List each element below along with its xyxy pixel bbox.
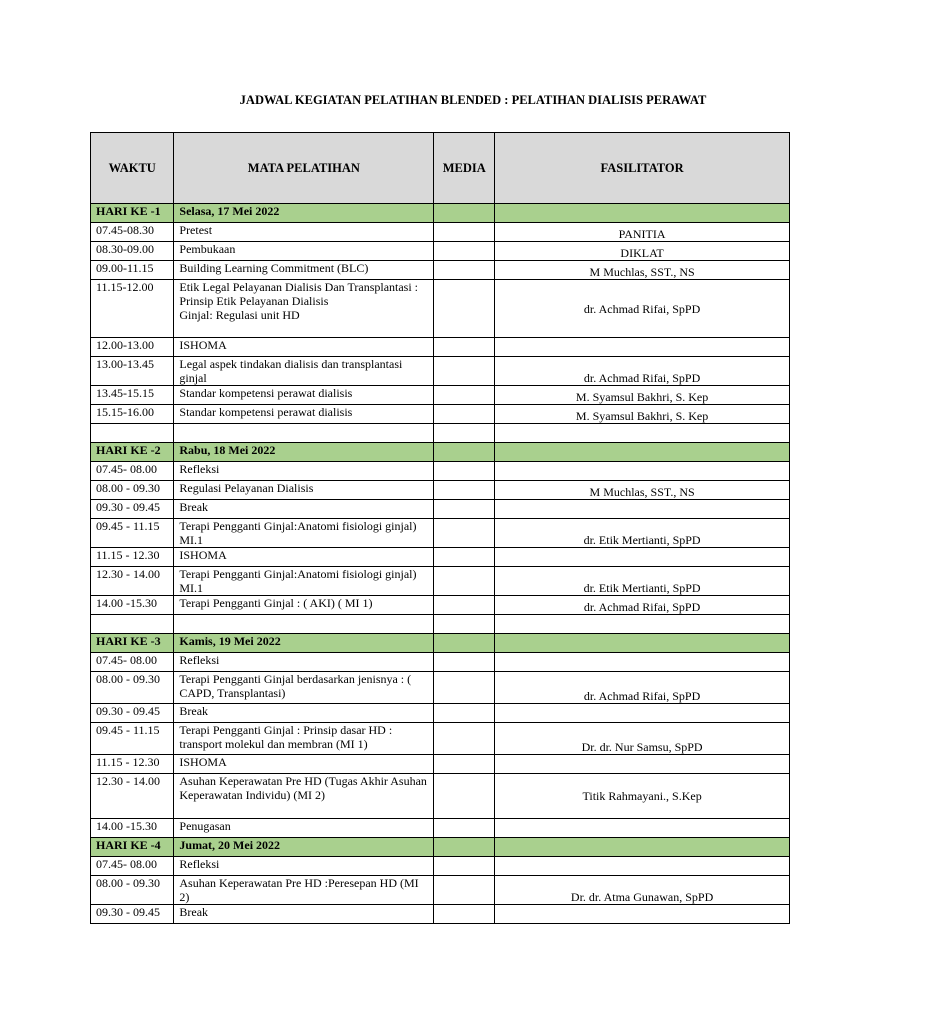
cell-mata-pelatihan — [174, 405, 434, 424]
schedule-body — [91, 204, 790, 924]
cell-fasilitator — [495, 755, 790, 774]
table-row — [91, 242, 790, 261]
cell-media — [434, 672, 495, 704]
cell-waktu: 08.00 - 09.30 — [91, 876, 174, 905]
cell-media — [434, 723, 495, 755]
day-header-row — [91, 443, 790, 462]
cell-mata-pelatihan — [174, 357, 434, 386]
cell-mata-pelatihan — [174, 634, 434, 653]
header-mata-pelatihan: MATA PELATIHAN — [174, 133, 434, 204]
table-row — [91, 500, 790, 519]
cell-waktu: 13.00-13.45 — [91, 357, 174, 386]
cell-waktu: 15.15-16.00 — [91, 405, 174, 424]
cell-waktu — [91, 424, 174, 443]
cell-fasilitator: dr. Achmad Rifai, SpPD — [495, 357, 790, 386]
subject-text: ISHOMA — [179, 548, 227, 562]
subject-text-continued: Ginjal: Regulasi unit HD — [179, 308, 300, 322]
cell-fasilitator — [495, 905, 790, 924]
cell-fasilitator: dr. Achmad Rifai, SpPD — [495, 672, 790, 704]
table-row — [91, 481, 790, 500]
cell-mata-pelatihan — [174, 615, 434, 634]
cell-fasilitator — [495, 462, 790, 481]
cell-waktu: HARI KE -2 — [91, 443, 174, 462]
subject-text: Asuhan Keperawatan Pre HD :Peresepan HD (MI 2) — [179, 876, 419, 904]
table-row — [91, 405, 790, 424]
cell-mata-pelatihan — [174, 204, 434, 223]
cell-mata-pelatihan — [174, 876, 434, 905]
cell-media — [434, 519, 495, 548]
cell-fasilitator: M. Syamsul Bakhri, S. Kep — [495, 386, 790, 405]
cell-media — [434, 204, 495, 223]
cell-mata-pelatihan — [174, 481, 434, 500]
cell-fasilitator — [495, 443, 790, 462]
day-header-row — [91, 634, 790, 653]
spacer-row — [91, 615, 790, 634]
cell-waktu: HARI KE -4 — [91, 838, 174, 857]
cell-media — [434, 819, 495, 838]
table-row — [91, 755, 790, 774]
subject-text: ISHOMA — [179, 338, 227, 352]
cell-media — [434, 634, 495, 653]
cell-mata-pelatihan — [174, 242, 434, 261]
cell-mata-pelatihan — [174, 755, 434, 774]
cell-waktu: 09.30 - 09.45 — [91, 704, 174, 723]
cell-media — [434, 223, 495, 242]
cell-mata-pelatihan — [174, 905, 434, 924]
cell-waktu: 14.00 -15.30 — [91, 596, 174, 615]
cell-waktu: 07.45- 08.00 — [91, 857, 174, 876]
cell-fasilitator: dr. Achmad Rifai, SpPD — [495, 596, 790, 615]
cell-mata-pelatihan — [174, 462, 434, 481]
cell-media — [434, 481, 495, 500]
cell-fasilitator: dr. Etik Mertianti, SpPD — [495, 519, 790, 548]
cell-fasilitator: Dr. dr. Nur Samsu, SpPD — [495, 723, 790, 755]
cell-fasilitator — [495, 338, 790, 357]
subject-text: Terapi Pengganti Ginjal:Anatomi fisiologi ginjal) MI.1 — [179, 519, 417, 547]
subject-text: Jumat, 20 Mei 2022 — [179, 838, 281, 852]
cell-mata-pelatihan — [174, 548, 434, 567]
cell-mata-pelatihan — [174, 723, 434, 755]
subject-text: Refleksi — [179, 653, 220, 667]
table-row — [91, 280, 790, 338]
cell-media — [434, 838, 495, 857]
table-row — [91, 596, 790, 615]
cell-mata-pelatihan — [174, 261, 434, 280]
cell-waktu: 07.45- 08.00 — [91, 653, 174, 672]
schedule-sheet — [90, 132, 790, 919]
subject-text: Break — [179, 905, 209, 919]
day-header-row — [91, 838, 790, 857]
cell-mata-pelatihan — [174, 519, 434, 548]
table-row — [91, 857, 790, 876]
table-row — [91, 774, 790, 819]
cell-fasilitator: M Muchlas, SST., NS — [495, 481, 790, 500]
cell-waktu: 11.15 - 12.30 — [91, 755, 174, 774]
cell-fasilitator — [495, 615, 790, 634]
cell-media — [434, 357, 495, 386]
cell-fasilitator — [495, 424, 790, 443]
cell-fasilitator: PANITIA — [495, 223, 790, 242]
cell-mata-pelatihan — [174, 857, 434, 876]
spacer-row — [91, 424, 790, 443]
cell-waktu: 07.45-08.30 — [91, 223, 174, 242]
cell-media — [434, 876, 495, 905]
subject-text: Building Learning Commitment (BLC) — [179, 261, 369, 275]
subject-text: Selasa, 17 Mei 2022 — [179, 204, 280, 218]
cell-waktu: 11.15 - 12.30 — [91, 548, 174, 567]
cell-mata-pelatihan — [174, 819, 434, 838]
cell-fasilitator — [495, 838, 790, 857]
table-row — [91, 723, 790, 755]
table-row — [91, 819, 790, 838]
cell-waktu: HARI KE -1 — [91, 204, 174, 223]
cell-media — [434, 755, 495, 774]
cell-waktu: 09.30 - 09.45 — [91, 905, 174, 924]
header-media: MEDIA — [434, 133, 495, 204]
cell-fasilitator — [495, 548, 790, 567]
subject-text: Kamis, 19 Mei 2022 — [179, 634, 281, 648]
table-row — [91, 548, 790, 567]
cell-waktu: 09.00-11.15 — [91, 261, 174, 280]
cell-media — [434, 500, 495, 519]
cell-waktu: 12.00-13.00 — [91, 338, 174, 357]
schedule-table — [90, 132, 790, 924]
cell-waktu — [91, 615, 174, 634]
cell-media — [434, 548, 495, 567]
subject-text: Etik Legal Pelayanan Dialisis Dan Transplantasi : Prinsip Etik Pelayanan Dialisis — [179, 280, 419, 308]
cell-fasilitator: dr. Etik Mertianti, SpPD — [495, 567, 790, 596]
cell-fasilitator: Dr. dr. Atma Gunawan, SpPD — [495, 876, 790, 905]
subject-text: Rabu, 18 Mei 2022 — [179, 443, 276, 457]
cell-media — [434, 615, 495, 634]
cell-waktu: 08.00 - 09.30 — [91, 481, 174, 500]
table-row — [91, 567, 790, 596]
table-row — [91, 876, 790, 905]
cell-media — [434, 242, 495, 261]
cell-mata-pelatihan — [174, 443, 434, 462]
cell-media — [434, 338, 495, 357]
cell-fasilitator: DIKLAT — [495, 242, 790, 261]
subject-text: Terapi Pengganti Ginjal:Anatomi fisiologi ginjal) MI.1 — [179, 567, 417, 595]
cell-fasilitator — [495, 634, 790, 653]
table-row — [91, 653, 790, 672]
table-row — [91, 386, 790, 405]
cell-fasilitator: dr. Achmad Rifai, SpPD — [495, 280, 790, 338]
table-row — [91, 672, 790, 704]
cell-media — [434, 567, 495, 596]
header-fasilitator: FASILITATOR — [495, 133, 790, 204]
table-row — [91, 519, 790, 548]
cell-media — [434, 704, 495, 723]
cell-fasilitator — [495, 204, 790, 223]
table-row — [91, 261, 790, 280]
cell-waktu: 12.30 - 14.00 — [91, 567, 174, 596]
subject-text: Penugasan — [179, 819, 231, 833]
cell-media — [434, 857, 495, 876]
subject-text: Terapi Pengganti Ginjal : ( AKI) ( MI 1) — [179, 596, 373, 610]
table-row — [91, 223, 790, 242]
subject-text: Refleksi — [179, 857, 220, 871]
subject-text: Terapi Pengganti Ginjal berdasarkan jenisnya : ( CAPD, Transplantasi) — [179, 672, 412, 700]
cell-media — [434, 596, 495, 615]
subject-text: Asuhan Keperawatan Pre HD (Tugas Akhir Asuhan Keperawatan Individu) (MI 2) — [179, 774, 427, 802]
cell-waktu: 09.45 - 11.15 — [91, 723, 174, 755]
cell-waktu: 11.15-12.00 — [91, 280, 174, 338]
cell-mata-pelatihan — [174, 386, 434, 405]
subject-text: Regulasi Pelayanan Dialisis — [179, 481, 314, 495]
document-title: JADWAL KEGIATAN PELATIHAN BLENDED : PELATIHAN DIALISIS PERAWAT — [239, 93, 707, 107]
subject-text: Refleksi — [179, 462, 220, 476]
subject-text: ISHOMA — [179, 755, 227, 769]
subject-text: Legal aspek tindakan dialisis dan transplantasi ginjal — [179, 357, 403, 385]
cell-media — [434, 280, 495, 338]
cell-mata-pelatihan — [174, 500, 434, 519]
cell-fasilitator: Titik Rahmayani., S.Kep — [495, 774, 790, 819]
cell-mata-pelatihan — [174, 567, 434, 596]
cell-waktu: HARI KE -3 — [91, 634, 174, 653]
cell-mata-pelatihan — [174, 424, 434, 443]
cell-mata-pelatihan — [174, 672, 434, 704]
header-waktu: WAKTU — [91, 133, 174, 204]
cell-media — [434, 424, 495, 443]
subject-text: Terapi Pengganti Ginjal : Prinsip dasar HD : transport molekul dan membran (MI 1) — [179, 723, 393, 751]
cell-waktu: 12.30 - 14.00 — [91, 774, 174, 819]
cell-fasilitator — [495, 857, 790, 876]
cell-media — [434, 653, 495, 672]
subject-text: Break — [179, 704, 209, 718]
cell-fasilitator — [495, 819, 790, 838]
cell-media — [434, 905, 495, 924]
cell-waktu: 09.30 - 09.45 — [91, 500, 174, 519]
table-row — [91, 704, 790, 723]
cell-media — [434, 261, 495, 280]
cell-mata-pelatihan — [174, 280, 434, 338]
table-row — [91, 338, 790, 357]
cell-waktu: 07.45- 08.00 — [91, 462, 174, 481]
subject-text: Pembukaan — [179, 242, 236, 256]
cell-waktu: 08.00 - 09.30 — [91, 672, 174, 704]
cell-mata-pelatihan — [174, 653, 434, 672]
cell-media — [434, 462, 495, 481]
subject-text: Pretest — [179, 223, 213, 237]
subject-text: Break — [179, 500, 209, 514]
cell-mata-pelatihan — [174, 223, 434, 242]
cell-mata-pelatihan — [174, 338, 434, 357]
subject-text: Standar kompetensi perawat dialisis — [179, 386, 353, 400]
cell-fasilitator: M. Syamsul Bakhri, S. Kep — [495, 405, 790, 424]
table-row — [91, 357, 790, 386]
cell-mata-pelatihan — [174, 704, 434, 723]
cell-media — [434, 405, 495, 424]
cell-fasilitator — [495, 704, 790, 723]
cell-media — [434, 386, 495, 405]
cell-mata-pelatihan — [174, 774, 434, 819]
cell-mata-pelatihan — [174, 838, 434, 857]
cell-media — [434, 774, 495, 819]
cell-mata-pelatihan — [174, 596, 434, 615]
subject-text: Standar kompetensi perawat dialisis — [179, 405, 353, 419]
cell-waktu: 13.45-15.15 — [91, 386, 174, 405]
cell-media — [434, 443, 495, 462]
cell-waktu: 09.45 - 11.15 — [91, 519, 174, 548]
cell-fasilitator — [495, 653, 790, 672]
table-row — [91, 905, 790, 924]
cell-fasilitator — [495, 500, 790, 519]
cell-waktu: 14.00 -15.30 — [91, 819, 174, 838]
cell-waktu: 08.30-09.00 — [91, 242, 174, 261]
table-row — [91, 462, 790, 481]
cell-fasilitator: M Muchlas, SST., NS — [495, 261, 790, 280]
day-header-row — [91, 204, 790, 223]
